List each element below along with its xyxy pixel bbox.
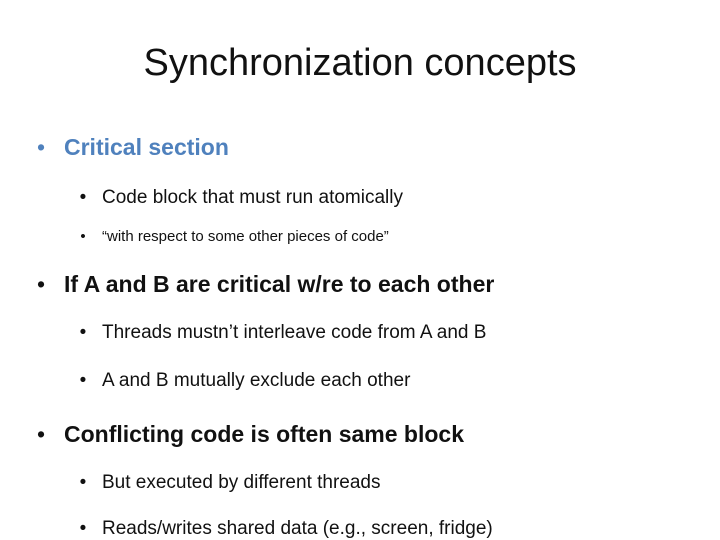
- bullet-text: But executed by different threads: [102, 472, 381, 493]
- bullet-dot: •: [79, 472, 87, 493]
- bullet-critical-section: [32, 134, 229, 161]
- slide-title: Synchronization concepts: [143, 42, 577, 84]
- bullet-text: Code block that must run atomically: [102, 187, 403, 208]
- bullet-text: Reads/writes shared data (e.g., screen, fridge): [102, 518, 493, 539]
- bullet-dot: •: [36, 271, 46, 297]
- bullet-text: Critical section: [64, 134, 229, 160]
- bullet-code-block: [76, 187, 403, 209]
- bullet-text: Threads mustn’t interleave code from A and B: [102, 322, 487, 343]
- bullet-dot: •: [79, 322, 87, 343]
- bullet-text: “with respect to some other pieces of code”: [102, 228, 389, 245]
- bullet-conflicting-code: [32, 421, 464, 448]
- bullet-if-a-and-b: [32, 271, 494, 298]
- bullet-dot: •: [36, 134, 46, 160]
- bullet-shared-data: [76, 518, 493, 540]
- bullet-dot: •: [79, 187, 87, 208]
- bullet-text: Conflicting code is often same block: [64, 421, 465, 447]
- bullet-text: If A and B are critical w/re to each other: [64, 271, 495, 297]
- bullet-text: A and B mutually exclude each other: [102, 370, 411, 391]
- bullet-mutually-exclude: [76, 370, 410, 392]
- bullet-dot: •: [36, 421, 46, 447]
- bullet-with-respect: [76, 228, 389, 245]
- bullet-different-threads: [76, 472, 381, 494]
- bullet-threads-interleave: [76, 322, 486, 344]
- bullet-dot: •: [80, 228, 86, 245]
- bullet-dot: •: [79, 370, 87, 391]
- bullet-dot: •: [79, 518, 87, 539]
